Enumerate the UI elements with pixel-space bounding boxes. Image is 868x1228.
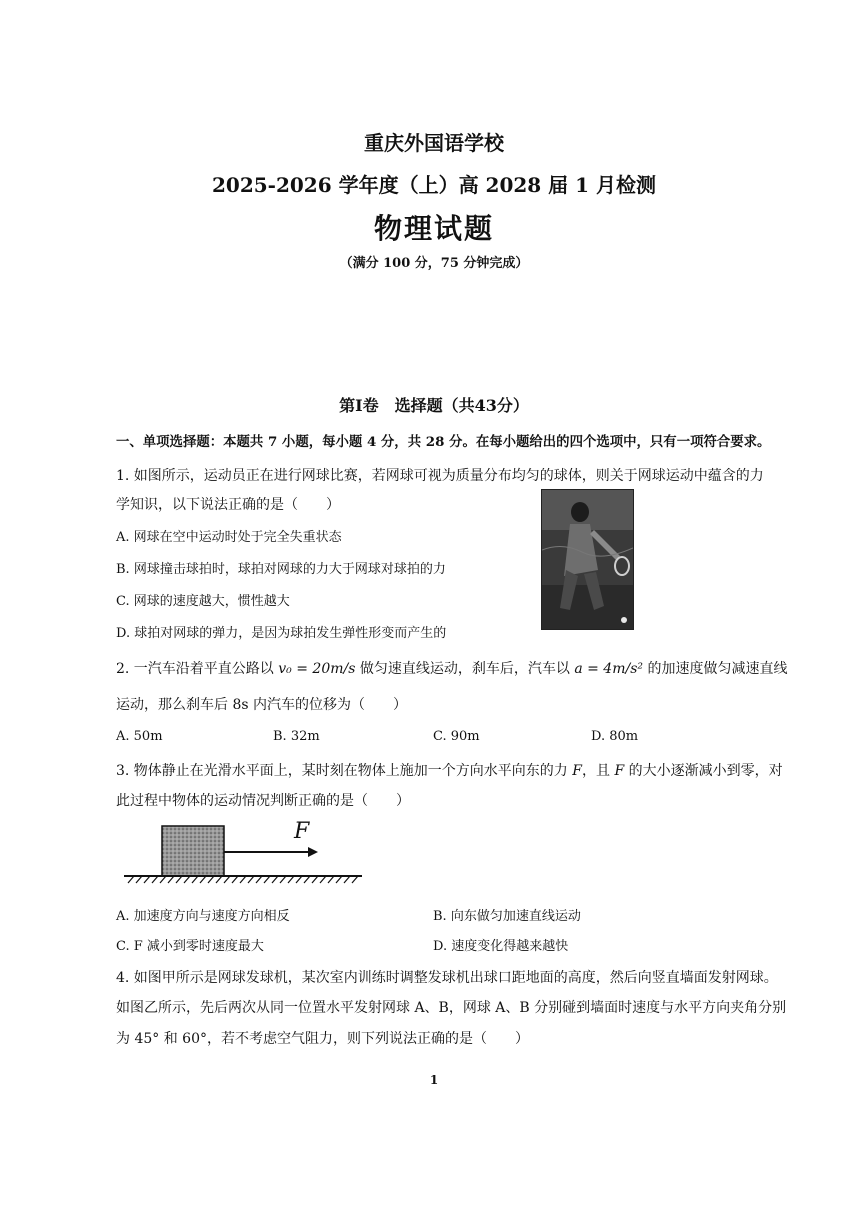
force-label: F: [294, 819, 310, 844]
page-number: 1: [429, 1073, 439, 1087]
q1-option-b: B. 网球撞击球拍时，球拍对网球的力大于网球对球拍的力: [116, 562, 446, 577]
q1-option-a: A. 网球在空中运动时处于完全失重状态: [116, 530, 342, 545]
q4-line1: 4. 如图甲所示是网球发球机，某次室内训练时调整发球机出球口距地面的高度，然后向竖直墙面发射网球。: [116, 970, 778, 986]
exam-term: 2025-2026 学年度（上）高 2028 届 1 月检测: [211, 173, 657, 197]
q2-v0: v₀ = 20m/s: [278, 661, 356, 677]
q4-line3: 为 45° 和 60°，若不考虑空气阻力，则下列说法正确的是（ ）: [116, 1031, 529, 1047]
q2-option-d: D. 80m: [591, 729, 639, 744]
q3-line1: [116, 760, 783, 780]
q4-line2: 如图乙所示，先后两次从同一位置水平发射网球 A、B，网球 A、B 分别碰到墙面时速度与水平方向夹角分别: [116, 1000, 787, 1016]
q2-option-c: C. 90m: [433, 729, 480, 744]
q1-option-d: D. 球拍对网球的弹力，是因为球拍发生弹性形变而产生的: [116, 626, 447, 641]
q2-acceleration: a = 4m/s²: [574, 661, 644, 677]
q3-line1-c: 的大小逐渐减小到零，对: [624, 763, 783, 779]
q3-force-symbol-2: F: [614, 763, 625, 779]
ground-hatching: [128, 876, 358, 883]
block: [162, 826, 224, 876]
q2-line1: [116, 658, 787, 678]
q1-option-c: C. 网球的速度越大，惯性越大: [116, 594, 290, 609]
q3-line1-a: 3. 物体静止在光滑水平面上，某时刻在物体上施加一个方向水平向东的力: [116, 763, 573, 779]
q3-line1-b: ，且: [581, 763, 615, 779]
section-title: 第Ⅰ卷 选择题（共43分）: [339, 396, 529, 415]
score-time-note: （满分 100 分，75 分钟完成）: [339, 256, 529, 271]
q1-line2: 学知识，以下说法正确的是（ ）: [116, 497, 340, 513]
school-name: 重庆外国语学校: [364, 131, 504, 155]
q2-option-a: A. 50m: [116, 729, 163, 744]
q2-option-b: B. 32m: [273, 729, 320, 744]
part-heading: 一、单项选择题：本题共 7 小题，每小题 4 分，共 28 分。在每小题给出的四个选项中，只有一项符合要求。: [116, 434, 771, 450]
q3-option-d: D. 速度变化得越来越快: [433, 939, 569, 954]
q2-line1-a: 2. 一汽车沿着平直公路以: [116, 661, 279, 677]
q3-option-c: C. F 减小到零时速度最大: [116, 939, 264, 954]
q1-line1: 1. 如图所示，运动员正在进行网球比赛，若网球可视为质量分布均匀的球体，则关于网球运动中蕴含的力: [116, 468, 764, 484]
subject-title: 物理试题: [373, 212, 494, 245]
q2-line2: 运动，那么刹车后 8s 内汽车的位移为（ ）: [116, 697, 407, 713]
tennis-player-photo: [541, 489, 634, 630]
q3-line2: 此过程中物体的运动情况判断正确的是（ ）: [116, 793, 410, 809]
force-diagram: [122, 812, 372, 891]
q2-line1-b: 做匀速直线运动，刹车后，汽车以: [355, 661, 575, 677]
q2-line1-c: 的加速度做匀减速直线: [643, 661, 788, 677]
q3-option-a: A. 加速度方向与速度方向相反: [116, 909, 290, 924]
q3-force-symbol: F: [572, 763, 582, 779]
q3-option-b: B. 向东做匀加速直线运动: [433, 909, 581, 924]
